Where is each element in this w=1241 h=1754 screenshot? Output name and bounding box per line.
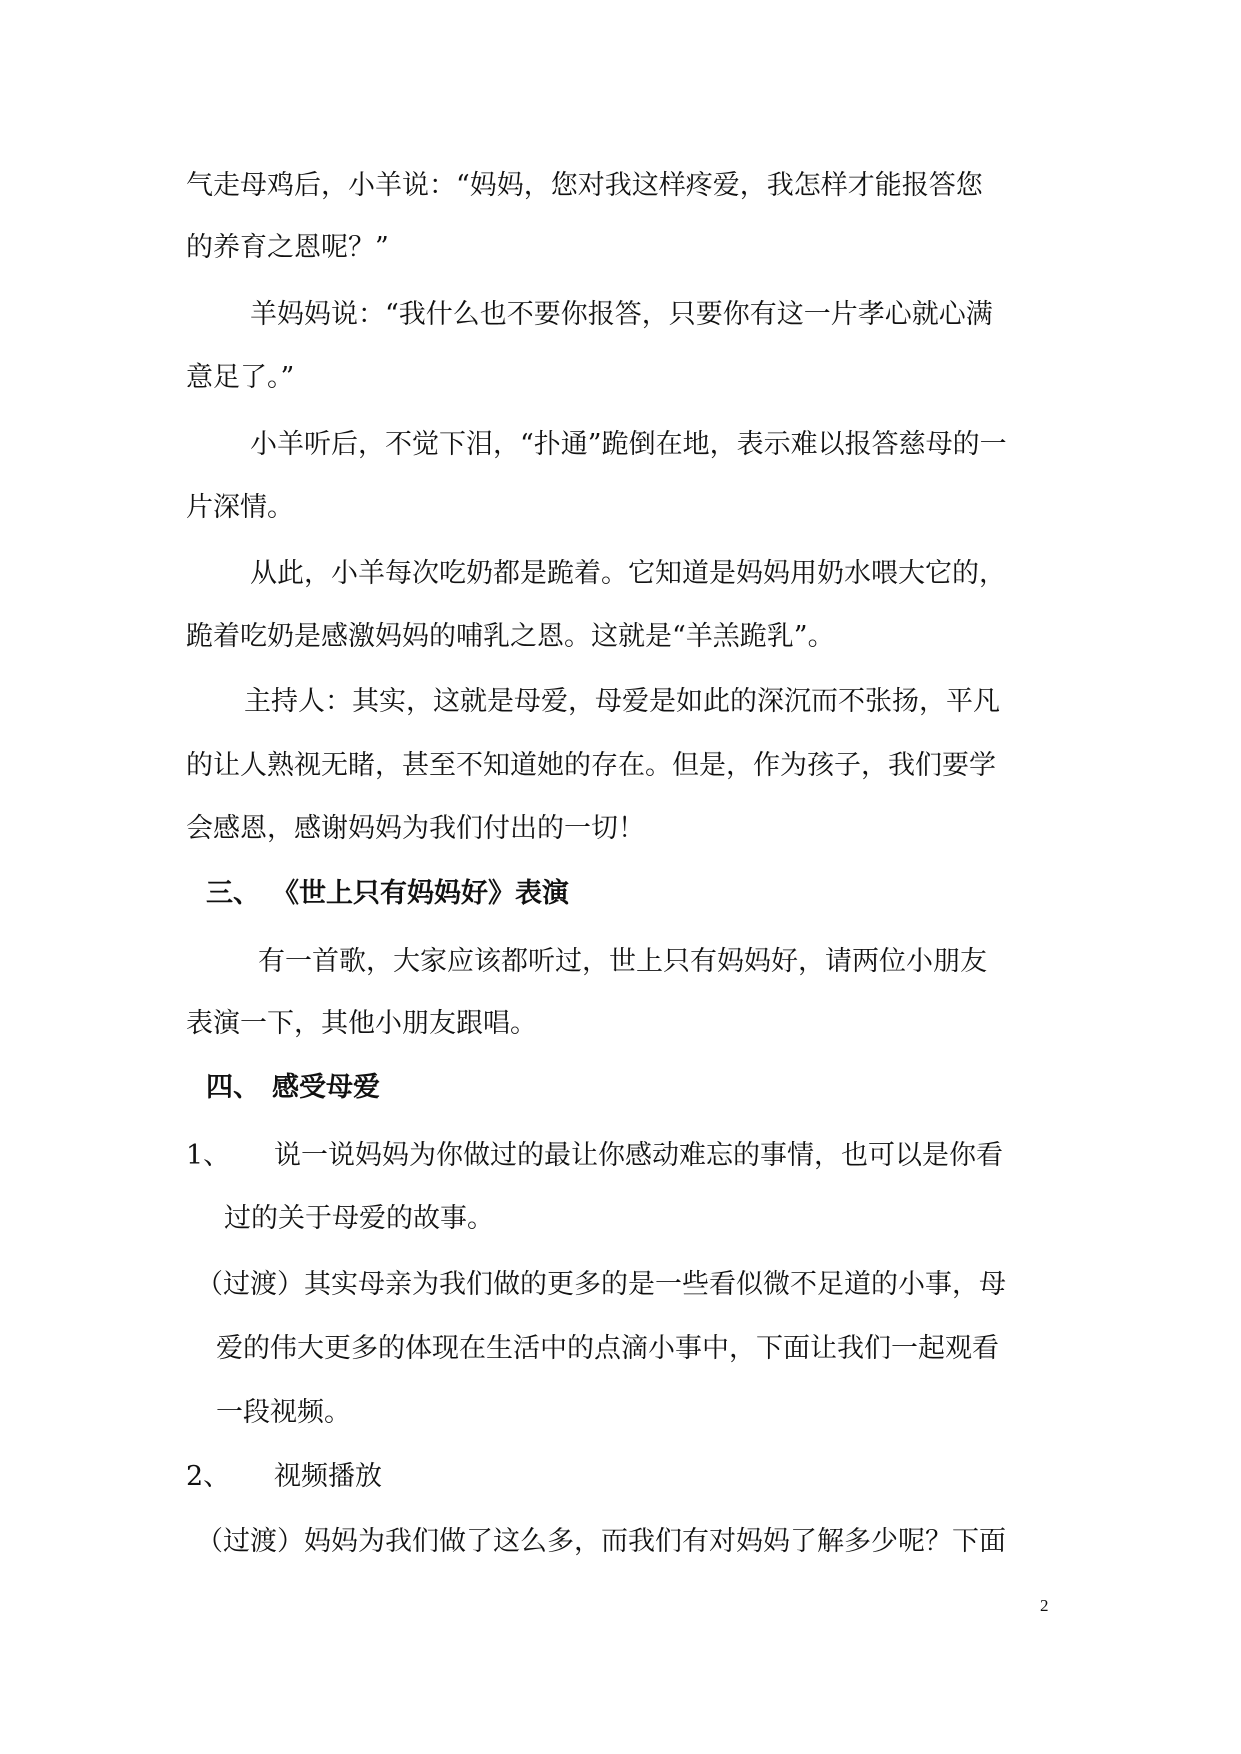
section-marker: 三、 xyxy=(206,878,260,909)
paragraph-line: 小羊听后，不觉下泪，“扑通”跪倒在地，表示难以报答慈母的一 xyxy=(250,429,1007,460)
paragraph-line: 有一首歌，大家应该都听过，世上只有妈妈好，请两位小朋友 xyxy=(258,946,987,977)
page-number: 2 xyxy=(1040,1596,1049,1615)
list-marker: 2、 xyxy=(186,1461,231,1492)
paragraph-line: 片深情。 xyxy=(186,492,294,523)
transition-line: 爱的伟大更多的体现在生活中的点滴小事中，下面让我们一起观看 xyxy=(216,1333,999,1364)
list-item-1 xyxy=(186,1138,1066,1174)
paragraph-line: 主持人：其实，这就是母爱，母爱是如此的深沉而不张扬，平凡 xyxy=(244,686,1000,717)
paragraph-line: 跪着吃奶是感激妈妈的哺乳之恩。这就是“羊羔跪乳”。 xyxy=(186,621,835,652)
paragraph-line: 从此，小羊每次吃奶都是跪着。它知道是妈妈用奶水喂大它的， xyxy=(250,558,1006,589)
paragraph-line: 意足了。” xyxy=(186,362,295,393)
paragraph-line: 气走母鸡后，小羊说：“妈妈，您对我这样疼爱，我怎样才能报答您 xyxy=(186,170,983,201)
section-heading-4 xyxy=(206,1070,506,1106)
transition-line: （过渡）妈妈为我们做了这么多，而我们有对妈妈了解多少呢？下面 xyxy=(196,1526,1006,1557)
list-marker: 1、 xyxy=(186,1140,231,1171)
transition-line: 一段视频。 xyxy=(216,1397,351,1428)
paragraph-line: 羊妈妈说：“我什么也不要你报答，只要你有这一片孝心就心满 xyxy=(250,299,993,330)
paragraph-line: 的让人熟视无睹，甚至不知道她的存在。但是，作为孩子，我们要学 xyxy=(186,750,996,781)
list-item-continuation: 过的关于母爱的故事。 xyxy=(224,1203,494,1234)
list-item-2 xyxy=(186,1459,586,1495)
section-marker: 四、 xyxy=(206,1072,260,1103)
section-title: 《世上只有妈妈好》表演 xyxy=(272,878,569,909)
transition-line: （过渡）其实母亲为我们做的更多的是一些看似微不足道的小事，母 xyxy=(196,1269,1006,1300)
paragraph-line: 的养育之恩呢？” xyxy=(186,232,389,263)
section-heading-3 xyxy=(206,876,626,912)
list-item-text: 视频播放 xyxy=(274,1461,382,1492)
list-item-text: 说一说妈妈为你做过的最让你感动难忘的事情，也可以是你看 xyxy=(274,1140,1003,1171)
paragraph-line: 会感恩，感谢妈妈为我们付出的一切！ xyxy=(186,813,645,844)
paragraph-line: 表演一下，其他小朋友跟唱。 xyxy=(186,1008,537,1039)
section-title: 感受母爱 xyxy=(272,1072,380,1103)
